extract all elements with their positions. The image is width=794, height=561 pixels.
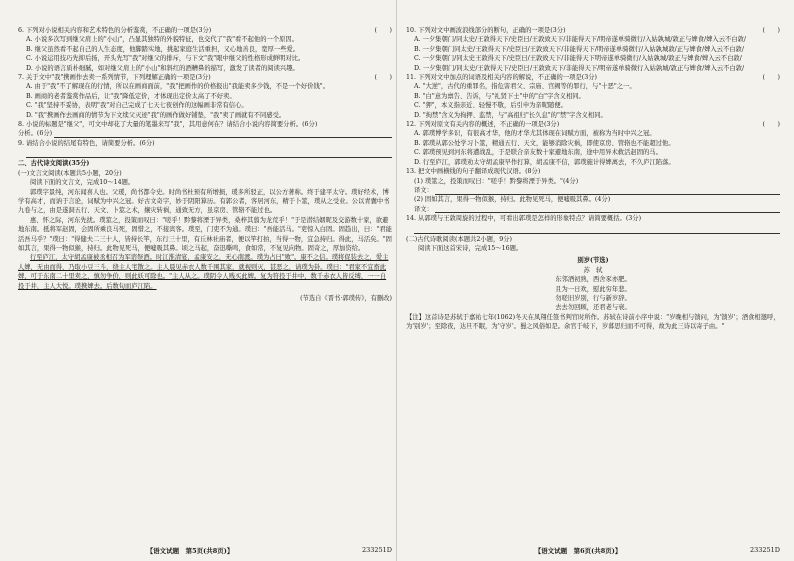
q12-option-d: D. 行至庐江，郭璞劝太守胡孟康早作打算，胡孟康不信，郭璞施计得婢离去，不久庐江陷落。 [414,158,675,166]
q14-answer-line[interactable] [414,225,780,234]
question-8: 8. 小说的标题是"继父"，可文中却花了大量的笔墨来写"我"，其用意何在？请结合小说内容简要分析。(6分) [18,121,318,129]
question-13: 13. 把文中画横线的句子翻译成现代汉语。(8分) [406,168,541,176]
q6-option-c: C. 小说运用技巧先抑后扬，开头先写"我"对继父的排斥，与下文"我"眼中继父的性格形成鲜明对比。 [26,55,305,63]
page-5 [18,26,392,526]
footer-title: 【语文试题 第6页(共8页)】 [534,547,622,555]
q10-option-d: D. 一夕集朝门/同太史/王敦得天下/史臣曰/王敦致天下/非能得天下/明帝遂单骑微行入姑孰城/敦正与婢食/婢入云不白敦/ [414,64,745,72]
q11-option-b: B. "白"意为禀告、告诉，与"礼贤下士"中的"白"字含义相同。 [414,92,585,100]
question-11: 11. 下列对文中加点的词语及相关内容的解说，不正确的一项是(3分) ( ) [406,74,780,82]
q11-option-a: A. "大逆"，古代的重罪名，指危害君父、宗庙、宫阙等的罪行，与"十恶"之一。 [414,83,636,91]
q12-option-b: B. 郭璞从郭公处学习卜筮，精通五行、天文，能够消除灾祸，即使京房、管辂也不能超过他。 [414,139,675,147]
poem-line-1: 东邻酒初熟，西舍豕亦肥。 [555,276,631,284]
footer-page-6 [406,546,780,555]
question-6: 6. 下列对小说相关内容和艺术特色的分析鉴赏，不正确的一项是(3分) ( ) [18,27,392,34]
section-2b-heading: (二)古代诗歌阅读(本题共2小题，9分) [406,235,512,243]
q7-option-c: C. "我"坚持不妥协，表明"我"对自己完成了七天七夜创作的这幅画非常有信心。 [26,102,248,110]
q8-answer-line[interactable]: 分析。(6分) [18,129,392,138]
q10-option-c: C. 一夕集朝门/同太史王敦得天下/史臣曰/王敦致天下/非能得天下明帝遂单骑微行/入姑孰城/敦正与婢食/婢入云不白敦/ [414,55,742,63]
q7-option-d: D. "我"携画作去画商的情节为下文续父灭迹"我"的画作做好铺垫，"我"卖了画就有不同感受。 [26,111,286,119]
q11-option-d: D. "拘禁"含义为拘押、监禁，与"高祖归"长久息"的"禁"字含义相同。 [414,111,607,119]
q13-answer-2[interactable]: 译文： [414,205,780,214]
page-6 [406,26,780,526]
footer-code: 233251D [361,546,392,554]
poem-title: 别岁(节选) [577,257,609,265]
question-9: 9. 请结合小说的结尾有特色，请简要分析。(6分) [18,139,155,147]
instruction-10-14: 阅读下面的文言文，完成10～14题。 [30,179,135,187]
q11-option-c: C. "狎"，本义指亲近、轻慢不敬，后引申为亲昵随便。 [414,102,567,110]
passage-source: (节选自《晋书·郭璞传》，有删改) [300,294,392,302]
q10-option-a: A. 一夕集朝门/同太史/王敦得天下/史臣曰/王敦致天下/非能得天下/明帝遂单骑微行/入姑孰城/敦正与婢食/婢入云不白敦/ [414,36,747,44]
footer-code: 233251D [749,546,780,554]
q13-sentence-2: (2) 固如其言，果得一物似猴，持归。此物见死马，便嘘吸其鼻。(4分) [414,196,611,204]
poem-line-2: 且为一日欢，慰此穷年悲。 [555,285,631,293]
passage-paragraph-1: 郭璞字景纯，河东闻喜人也。父瑗，尚书都令史。时尚书杜预有所增损，瑗多所驳正，以公方著称。终于建平太守。璞好经术，博学有高才，而讷于言论，词赋为中兴之冠。好古文奇字，妙于阴阳算历。有郭公者，客居河东，精于卜筮，璞从之受业。公以青囊中书九卷与之，由是遂洞五行、天文、卜筮之术，攘灾转祸，通致无方，虽京房、管辂不能过也。 [18,188,390,215]
poem-line-3: 勿嗟旧岁别，行与新岁辞。 [555,294,631,302]
section-2-heading: 二、古代诗文阅读(35分) [18,160,90,168]
passage-paragraph-3: 行至庐江，太守胡孟康被丞相召为军谘祭酒。时江淮清宴，孟康安之，无心南渡。璞为占曰"败"。康不之信。璞将促装去之，爱主人婢，无由而得，乃取小豆三斗，绕主人宅散之。主人晨见赤衣人数千围其家，就视则灭，甚恶之，请璞为卦。璞曰："君家不宜畜此婢，可于东南二十里卖之，慎勿争价，则此妖可除也。"主人从之。璞阴令人贱买此婢。复为符投于井中，数千赤衣人皆反缚，一一自投于井，主人大悦。璞携婢去。后数旬而庐江陷。 [18,254,389,290]
q10-option-b: B. 一夕集朝门同太史/王敦得天下/史臣曰/王敦致天下/非能得天下/明帝遂单骑微行/入姑孰城敦/正与婢食/婢入云不白敦/ [414,45,744,53]
page-fold [396,0,397,561]
poem-line-4: 去去勿回顾，还君老与衰。 [555,304,631,312]
q13-answer-1[interactable]: 译文： [414,186,780,195]
q12-option-c: C. 郭璞预见到河东将遭战乱，于是联合亲友数十家避地东南，途中用异术救活赵固的马。 [414,149,662,157]
question-14: 14. 从郭璞与王敦周旋的过程中，可看出郭璞是怎样的形象特点？请简要概括。(3分) [406,215,642,223]
passage-paragraph-2: 惠、怀之际，河东先扰。璞筮之，投策而叹曰："嗟乎！黔黎将湮于异类，桑梓其翦为龙荒乎！"于是潜结姻昵及交游数十家，欲避地东南。抵将军赵固，会固所乘良马死，固惜之，不接宾客。璞至，门吏不为通。璞曰："吾能活马。"吏惊入白固。固趋出，曰："君能活吾马乎？"璞曰："得健夫二三十人，皆持长竿，东行三十里，有丘林社庙者，便以竿打拍，当得一物，宜急持归。得此，马活矣。"固如其言，果得一物似猴，持归。此物见死马，便嘘吸其鼻。顷之马起，奋迅嘶鸣，食如常，不复见向物。固奇之，厚加资给。 [18,216,392,252]
footer-page-5 [18,546,392,555]
q6-option-d: D. 小说的语言质朴细腻，如对继父肩上的"小山"和斜红的酒糟鼻的描写，激发了读者的阅读兴趣。 [26,64,299,72]
section-2a-heading: (一)文言文阅读(本题共5小题，20分) [18,169,122,177]
question-12: 12. 下列对原文有关内容的概述，不正确的一项是(3分) ( ) [406,121,780,129]
poem-author: 苏 轼 [583,266,603,274]
q7-option-a: A. 由于"我"不了解现在的行情，所以在画商面前，"我"把画作的价格报出"我能卖多少钱，不是一个好价钱"。 [26,83,329,91]
q9-answer-line[interactable] [26,149,392,158]
q6-option-a: A. 小说多次写到继父肩上的"小山"，凸显其独特的外貌特征，也交代了"我"看不起他的一个原因。 [26,36,299,44]
q7-option-b: B. 画商的老者鉴赏作品后，让"我"降低定价，才体现出定价太高了不好卖。 [26,92,236,100]
question-10: 10. 下列对文中画波浪线部分的断句，正确的一项是(3分) ( ) [406,27,780,34]
q6-option-b: B. 继父虽然看不起自己的人生态度，他脚踏实地，挑起家庭生活重担，又心地善良，宽厚一些爱。 [26,45,300,53]
footer-title: 【语文试题 第5页(共8页)】 [146,547,234,555]
q12-option-a: A. 郭璞博学多识，有很高才华，他的才华尤其体现在词赋方面，被称为当时中兴之冠。 [414,130,656,138]
question-7: 7. 关于文中"我"携画作去卖一系列情节，下列理解正确的一项是(3分) ( ) [18,74,392,82]
q13-sentence-1: (1) 璞筮之，投策而叹曰："嗟乎！黔黎将湮于异类。"(4分) [414,177,579,185]
instruction-15-16: 阅读下面这首宋诗，完成15～16题。 [418,244,523,252]
poem-note: 【注】这首诗是苏轼于嘉祐七年(1062)冬天在凤翔任签书判官时所作。苏轼在诗前小序中说："岁晚相与馈问，为'馈岁'；酒食相邀呼，为'别岁'；至除夜，达旦不眠，为'守岁'。蜀之风俗如是。余官于岐下，岁暮思归而不可得，故为此三诗以寄子由。" [406,313,780,331]
